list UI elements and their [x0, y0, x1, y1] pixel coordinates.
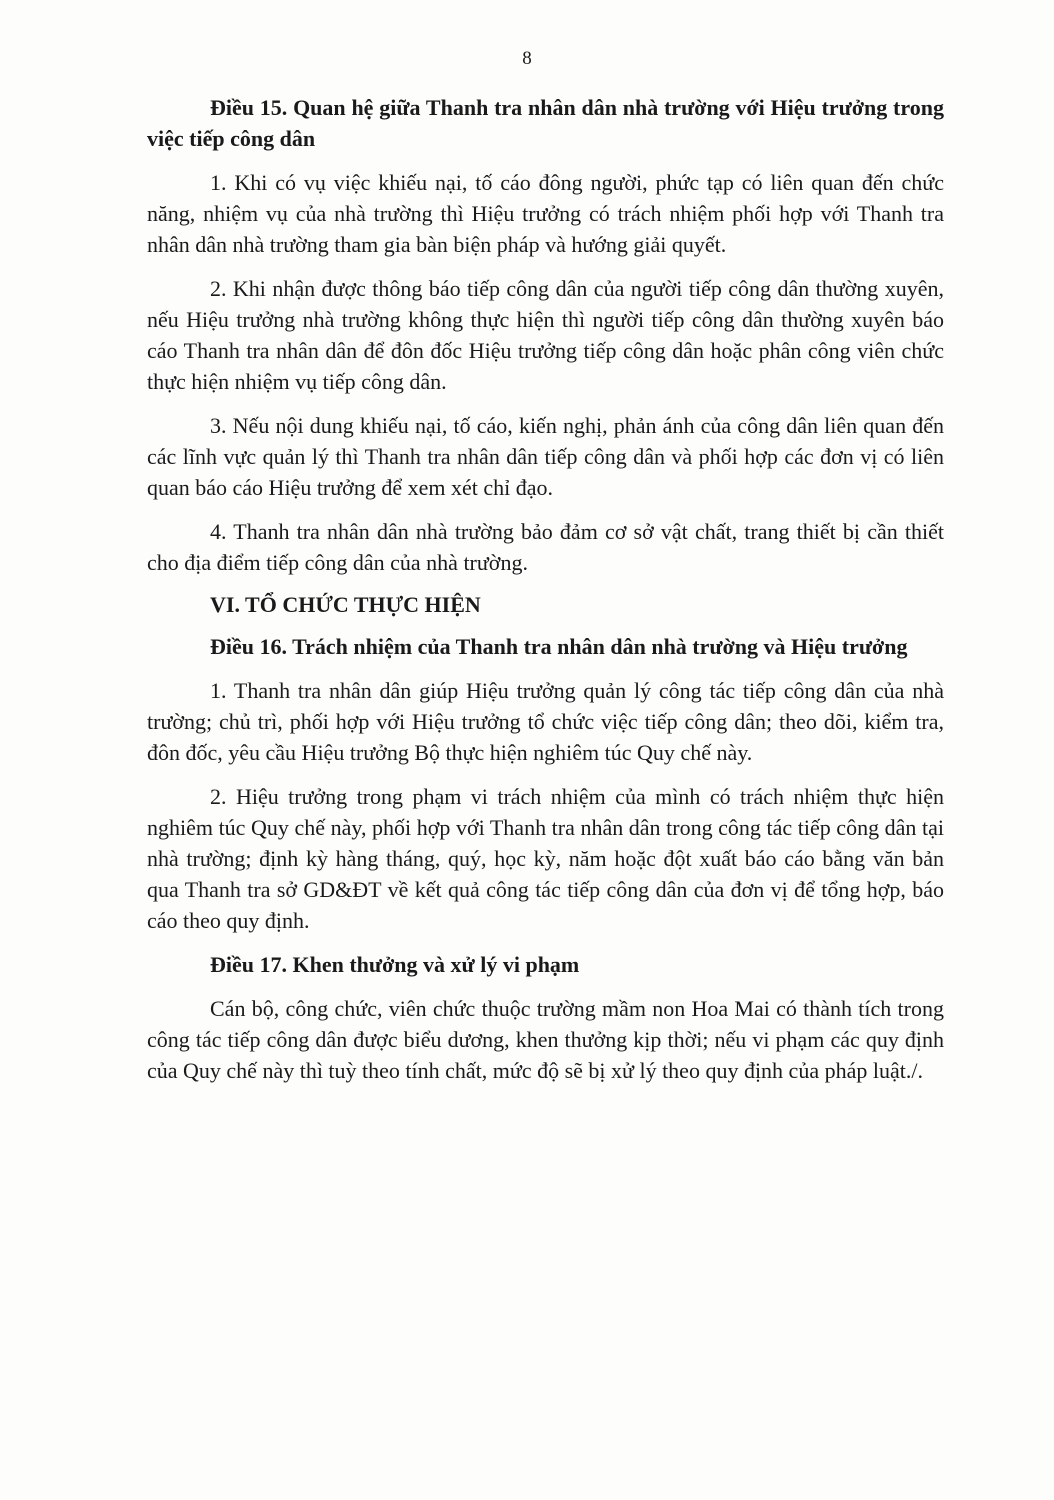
article-15-clause-1: 1. Khi có vụ việc khiếu nại, tố cáo đông người, phức tạp có liên quan đến chức năng, nhiệm vụ của nhà trường thì Hiệu trưởng có trách nhiệm phối hợp với Thanh tra nhân dân nhà trường tham gia bàn biện pháp và hướng giải quyết. [147, 170, 944, 257]
article-16-clause-1: 1. Thanh tra nhân dân giúp Hiệu trưởng quản lý công tác tiếp công dân của nhà trường; chủ trì, phối hợp với Hiệu trưởng tổ chức việc tiếp công dân; theo dõi, kiểm tra, đôn đốc, yêu cầu Hiệu trưởng Bộ thực hiện nghiêm túc Quy chế này. [147, 678, 944, 765]
document-body [147, 92, 944, 1086]
article-15-heading: Điều 15. Quan hệ giữa Thanh tra nhân dân nhà trường với Hiệu trưởng trong việc tiếp công dân [147, 95, 944, 151]
article-15-clause-4: 4. Thanh tra nhân dân nhà trường bảo đảm cơ sở vật chất, trang thiết bị cần thiết cho địa điểm tiếp công dân của nhà trường. [147, 519, 944, 575]
article-17-heading: Điều 17. Khen thưởng và xử lý vi phạm [210, 952, 580, 977]
article-17-body: Cán bộ, công chức, viên chức thuộc trường mầm non Hoa Mai có thành tích trong công tác tiếp công dân được biểu dương, khen thưởng kịp thời; nếu vi phạm các quy định của Quy chế này thì tuỳ theo tính chất, mức độ sẽ bị xử lý theo quy định của pháp luật./. [147, 996, 944, 1083]
page-number: 8 [522, 48, 532, 69]
article-16-clause-2: 2. Hiệu trưởng trong phạm vi trách nhiệm của mình có trách nhiệm thực hiện nghiêm túc Quy chế này, phối hợp với Thanh tra nhân dân trong công tác tiếp công dân tại nhà trường; định kỳ hàng tháng, quý, học kỳ, năm hoặc đột xuất báo cáo bằng văn bản qua Thanh tra sở GD&ĐT về kết quả công tác tiếp công dân của đơn vị để tổng hợp, báo cáo theo quy định. [147, 784, 944, 933]
article-15-clause-3: 3. Nếu nội dung khiếu nại, tố cáo, kiến nghị, phản ánh của công dân liên quan đến các lĩnh vực quản lý thì Thanh tra nhân dân tiếp công dân và phối hợp các đơn vị có liên quan báo cáo Hiệu trưởng để xem xét chỉ đạo. [147, 413, 944, 500]
article-15-clause-2: 2. Khi nhận được thông báo tiếp công dân của người tiếp công dân thường xuyên, nếu Hiệu trưởng nhà trường không thực hiện thì người tiếp công dân thường xuyên báo cáo Thanh tra nhân dân để đôn đốc Hiệu trưởng tiếp công dân hoặc phân công viên chức thực hiện nhiệm vụ tiếp công dân. [147, 276, 944, 394]
article-16-heading: Điều 16. Trách nhiệm của Thanh tra nhân dân nhà trường và Hiệu trưởng [210, 634, 908, 659]
section-vi-heading: VI. TỔ CHỨC THỰC HIỆN [210, 592, 481, 617]
